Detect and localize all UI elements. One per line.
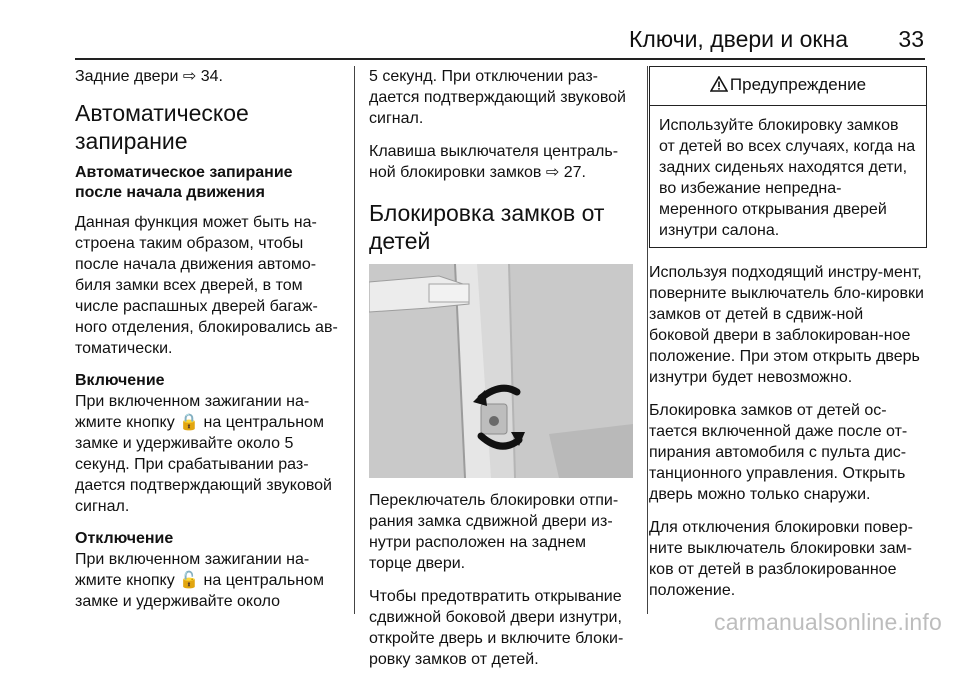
warning-text: Используйте блокировку замков от детей во всех случаях, когда на задних сиденьях находятся дети, во избежание непредна-меренного открывания дверей изнутри салона. [659,117,916,239]
disable-title: Отключение [75,530,174,547]
header-divider [75,58,925,60]
chapter-title: Ключи, двери и окна [629,26,848,52]
warning-header [650,67,926,106]
section-title-auto-lock [75,99,343,155]
section-title-child-lock [369,199,633,255]
paragraph-enable-child-lock: Чтобы предотвратить открывание сдвижной боковой двери изнутри, откройте дверь и включите блоки-ровку замков от детей. [369,588,624,668]
section-title-line: Автоматическое [75,100,249,126]
paragraph-enable: При включенном зажигании на-жмите кнопку 🔒 на центральном замке и удерживайте около 5 секунд. При срабатывании раз-дается подтверждающий звуковой сигнал. [75,393,332,515]
image-caption-child-lock-switch: Переключатель блокировки отпи-рания замка сдвижной двери из-нутри расположен на заднем торце двери. [369,492,619,572]
paragraph-disable: При включенном зажигании на-жмите кнопку 🔓 на центральном замке и удерживайте около [75,551,324,610]
paragraph-disable-child-lock: Для отключения блокировки повер-ните выключатель блокировки зам-ков от детей в разблокированное положение. [649,519,913,599]
paragraph-auto-lock-description: Данная функция может быть на-строена таким образом, чтобы после начала движения автомо-биля замки всех дверей, в том числе распашных дверей багаж-ного отделения, блокировались ав-томатически. [75,214,338,357]
section-title-line: Блокировка замков от [369,200,605,226]
column-divider-1 [354,66,355,614]
column-divider-2 [647,66,648,614]
page-number: 33 [898,26,924,52]
section-title-line: детей [369,228,431,254]
page-header [0,0,960,58]
enable-title: Включение [75,372,165,389]
paragraph-disable-continued: 5 секунд. При отключении раз-дается подтверждающий звуковой сигнал. [369,68,626,127]
rear-doors-reference[interactable]: Задние двери ⇨ 34. [75,68,223,85]
column-2 [369,66,633,682]
warning-triangle-icon [710,76,728,92]
paragraph-lock-remains: Блокировка замков от детей ос-тается включенной даже после от-пирания автомобиля с пульта дис-танционного управления. Открыть дверь можно только снаружи. [649,402,908,503]
central-lock-switch-reference[interactable]: Клавиша выключателя централь-ной блокировки замков ⇨ 27. [369,143,619,181]
section-title-line: запирание [75,128,188,154]
column-1 [75,66,343,624]
site-watermark: carmanualsonline.info [714,609,942,635]
subsection-title-auto-lock-driving: Автоматическое запирание после начала движения [75,164,293,201]
warning-title: Предупреждение [729,75,867,94]
column-3 [649,66,927,613]
warning-box [649,66,927,248]
paragraph-turn-switch: Используя подходящий инстру-мент, поверните выключатель бло-кировки замков от детей в сдвиж-ной боковой двери в заблокирован-ное положение. При этом открыть дверь изнутри будет невозможно. [649,264,924,386]
child-lock-door-photo [369,264,633,478]
